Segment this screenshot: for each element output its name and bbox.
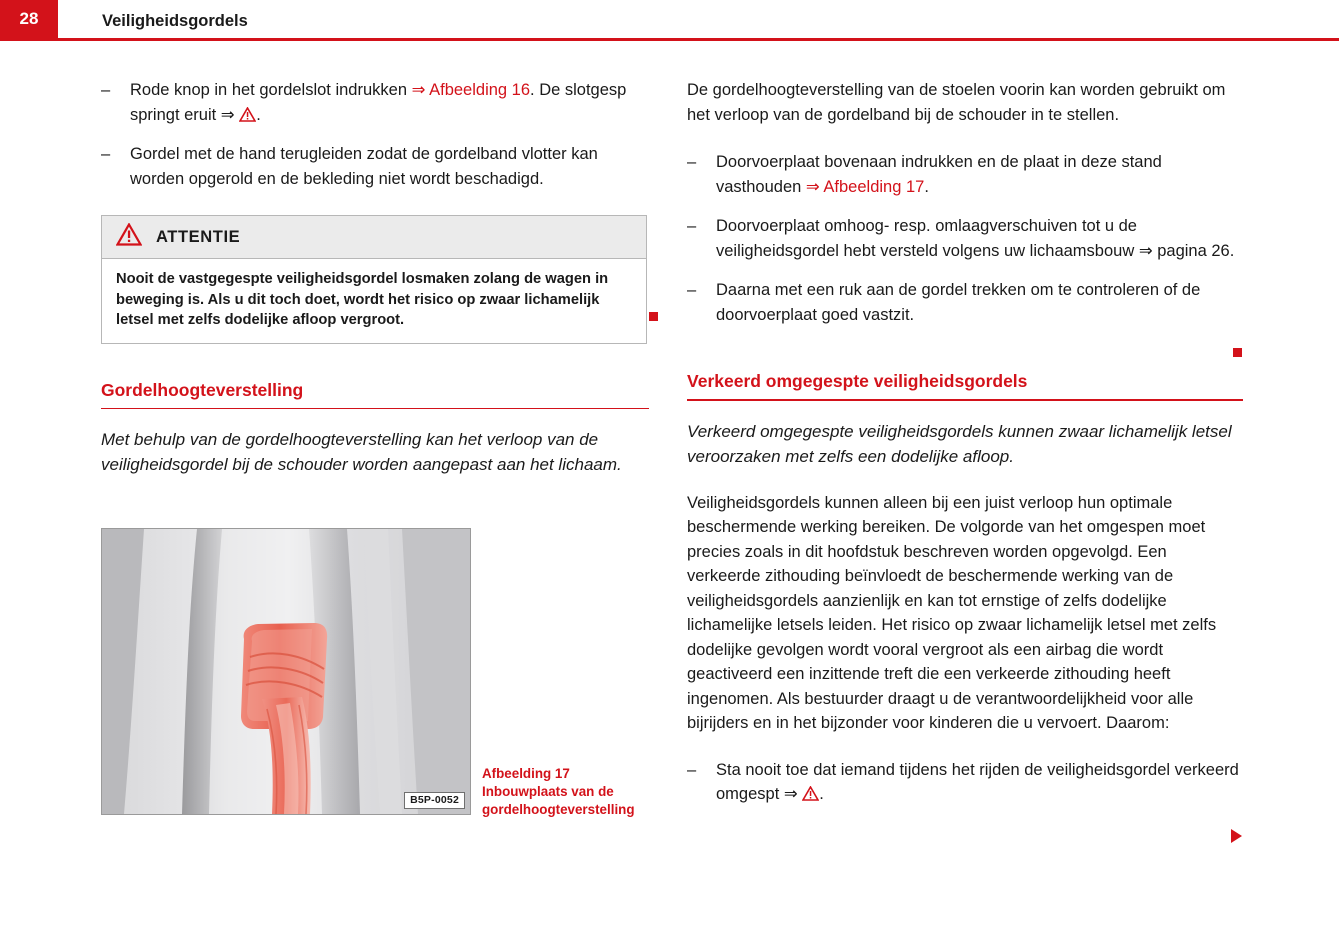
warning-triangle-icon [802,784,819,809]
list-item-text: Daarna met een ruk aan de gordel trekken om te controleren of de doorvoerplaat goed vastzit. [716,281,1201,324]
list-item-text-after: . De slotgesp springt eruit ⇒ [130,81,627,124]
list-item-text: Gordel met de hand terugleiden zodat de gordelband vlotter kan worden opgerold en de bekleding niet wordt beschadigd. [130,145,598,188]
list-item [687,150,1243,199]
list-item-text: Doorvoerplaat omhoog- resp. omlaagverschuiven tot u de veiligheidsgordel hebt versteld volgens uw lichaamsbouw ⇒ pagina 26. [716,217,1235,260]
attention-box [101,215,647,344]
section-heading-verkeerd-omgegespte: Verkeerd omgegespte veiligheidsgordels [687,371,1028,391]
dash-bullet-icon: – [101,81,111,99]
header-divider [0,38,1339,41]
left-column [101,78,649,477]
section-heading-gordelhoogteverstelling: Gordelhoogteverstelling [101,379,304,400]
section-lead-text: Verkeerd omgegespte veiligheidsgordels kunnen zwaar lichamelijk letsel veroorzaken met zelfs een dodelijke afloop. [687,421,1232,466]
dash-bullet-icon: – [687,760,697,779]
list-item-text-end: . [819,785,824,804]
page-title: Veiligheidsgordels [102,12,248,30]
dash-bullet-icon: – [687,153,697,171]
list-item [687,278,1243,327]
cross-reference-link[interactable]: ⇒ Afbeelding 17 [805,177,925,196]
warning-triangle-icon [116,223,142,251]
continuation-marker [1231,829,1242,843]
dash-bullet-icon: – [101,145,111,163]
attention-label: ATTENTIE [156,227,241,246]
figure-caption-text: Inbouwplaats van de gordelhoogteverstelling [482,784,635,817]
right-column [687,78,1243,822]
section-lead-text: Met behulp van de gordelhoogteverstelling kan het verloop van de veiligheidsgordel bij de schouder worden aangepast aan het lichaam. [101,430,622,475]
attention-header [102,216,646,259]
list-item [687,758,1243,807]
list-item-text: Rode knop in het gordelslot indrukken [130,81,412,99]
page-number: 28 [0,0,58,38]
list-item [687,214,1243,263]
cross-reference-link[interactable]: ⇒ Afbeelding 16 [411,81,531,99]
end-of-block-marker [649,312,658,321]
list-item [101,142,649,191]
attention-body: Nooit de vastgegespte veiligheidsgordel losmaken zolang de wagen in beweging is. Als u dit toch doet, wordt het risico op zwaar lichamelijk letsel met zelfs dodelijke afloop vergroot. [116,271,609,328]
list-item-text-after: . [924,177,929,196]
section-divider [101,408,649,410]
figure-image [101,528,471,815]
intro-paragraph: De gordelhoogteverstelling van de stoelen voorin kan worden gebruikt om het verloop van de gordelband bij de schouder in te stellen. [687,81,1226,124]
dash-bullet-icon: – [687,281,697,299]
warning-triangle-icon [239,105,256,130]
end-of-block-marker [1233,348,1242,357]
figure-code-label: B5P-0052 [404,792,465,809]
dash-bullet-icon: – [687,217,697,235]
list-item-text-end: . [256,105,261,124]
section-divider [687,399,1243,401]
list-item-text: Doorvoerplaat bovenaan indrukken en de plaat in deze stand vasthouden [716,153,1162,196]
figure-caption-label: Afbeelding 17 [482,766,570,781]
page-header [0,0,1339,40]
figure-caption [482,765,650,819]
list-item-text: Sta nooit toe dat iemand tijdens het rijden de veiligheidsgordel verkeerd omgespt ⇒ [716,760,1239,804]
list-item [101,78,649,127]
section-body-text: Veiligheidsgordels kunnen alleen bij een juist verloop hun optimale beschermende werking bereiken. De volgorde van het omgespen moet precies zoals in dit hoofdstuk beschreven worden opgevolgd. Een verkeerde zithouding beïnvloedt de beschermende werking van de veiligheidsgordels aanzienlijk en kan tot ernstige of zelfs dodelijke lichamelijke letsels leiden. Het risico op zwaar lichamelijk letsel met zelfs dodelijke gevolgen wordt vooral vergroot als een airbag die wordt geactiveerd een inzittende treft die een verkeerde zithouding heeft ingenomen. Als bestuurder draagt u de verantwoordelijkheid voor alle bijrijders en in het bijzonder voor kinderen die u vervoert. Daarom: [687,493,1217,733]
